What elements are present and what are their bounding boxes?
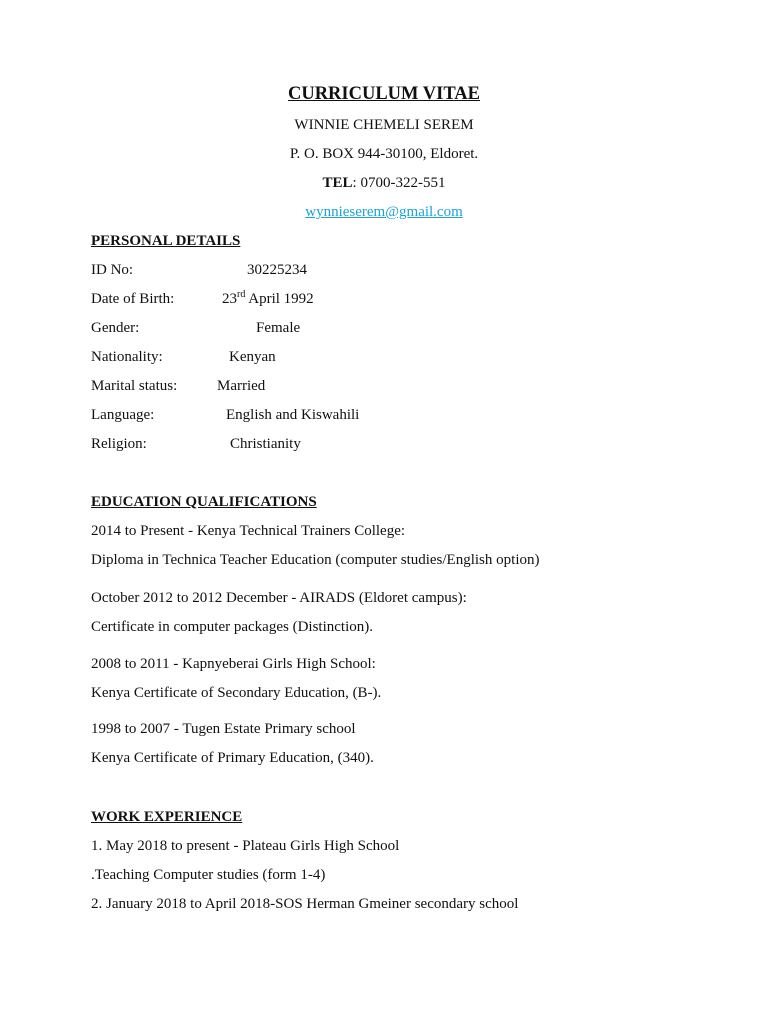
gender-label: Gender: <box>91 320 140 336</box>
postal-address: P. O. BOX 944-30100, Eldoret. <box>289 146 479 162</box>
personal-details-heading: PERSONAL DETAILS <box>91 233 241 249</box>
nationality-value: Kenyan <box>229 349 276 365</box>
work-experience-line: 1. May 2018 to present - Plateau Girls High School <box>91 838 400 854</box>
education-entry-line: October 2012 to 2012 December - AIRADS (Eldoret campus): <box>91 590 467 606</box>
dob-suffix: rd <box>237 289 246 300</box>
gender-value: Female <box>256 320 301 336</box>
nationality-label: Nationality: <box>91 349 163 365</box>
applicant-name: WINNIE CHEMELI SEREM <box>294 117 474 133</box>
dob-label: Date of Birth: <box>91 291 175 307</box>
telephone-line <box>0 175 768 192</box>
religion-label: Religion: <box>91 436 147 452</box>
education-entry-line: Kenya Certificate of Secondary Education, (B-). <box>91 685 382 701</box>
work-experience-line: .Teaching Computer studies (form 1-4) <box>91 867 326 883</box>
email-link[interactable]: wynnieserem@gmail.com <box>305 204 463 220</box>
dob-value <box>222 291 314 308</box>
marital-status-value: Married <box>217 378 266 394</box>
education-entry-line: 2014 to Present - Kenya Technical Trainers College: <box>91 523 406 539</box>
marital-status-label: Marital status: <box>91 378 178 394</box>
education-entry-line: 2008 to 2011 - Kapnyeberai Girls High School: <box>91 656 376 672</box>
religion-value: Christianity <box>230 436 301 452</box>
telephone-number: : 0700-322-551 <box>352 175 446 191</box>
document-title: CURRICULUM VITAE <box>287 84 481 104</box>
education-entry-line: Diploma in Technica Teacher Education (computer studies/English option) <box>91 552 540 568</box>
language-label: Language: <box>91 407 155 423</box>
education-entry-line: Kenya Certificate of Primary Education, (340). <box>91 750 374 766</box>
education-heading: EDUCATION QUALIFICATIONS <box>91 494 317 510</box>
work-experience-line: 2. January 2018 to April 2018-SOS Herman Gmeiner secondary school <box>91 896 519 912</box>
id-label: ID No: <box>91 262 134 278</box>
dob-month-year: April 1992 <box>245 291 314 307</box>
education-entry-line: Certificate in computer packages (Distinction). <box>91 619 373 635</box>
education-entry-line: 1998 to 2007 - Tugen Estate Primary school <box>91 721 356 737</box>
language-value: English and Kiswahili <box>226 407 360 423</box>
telephone-label: TEL <box>322 175 353 191</box>
dob-day: 23 <box>222 291 237 307</box>
id-value: 30225234 <box>247 262 307 278</box>
work-experience-heading: WORK EXPERIENCE <box>91 809 243 825</box>
